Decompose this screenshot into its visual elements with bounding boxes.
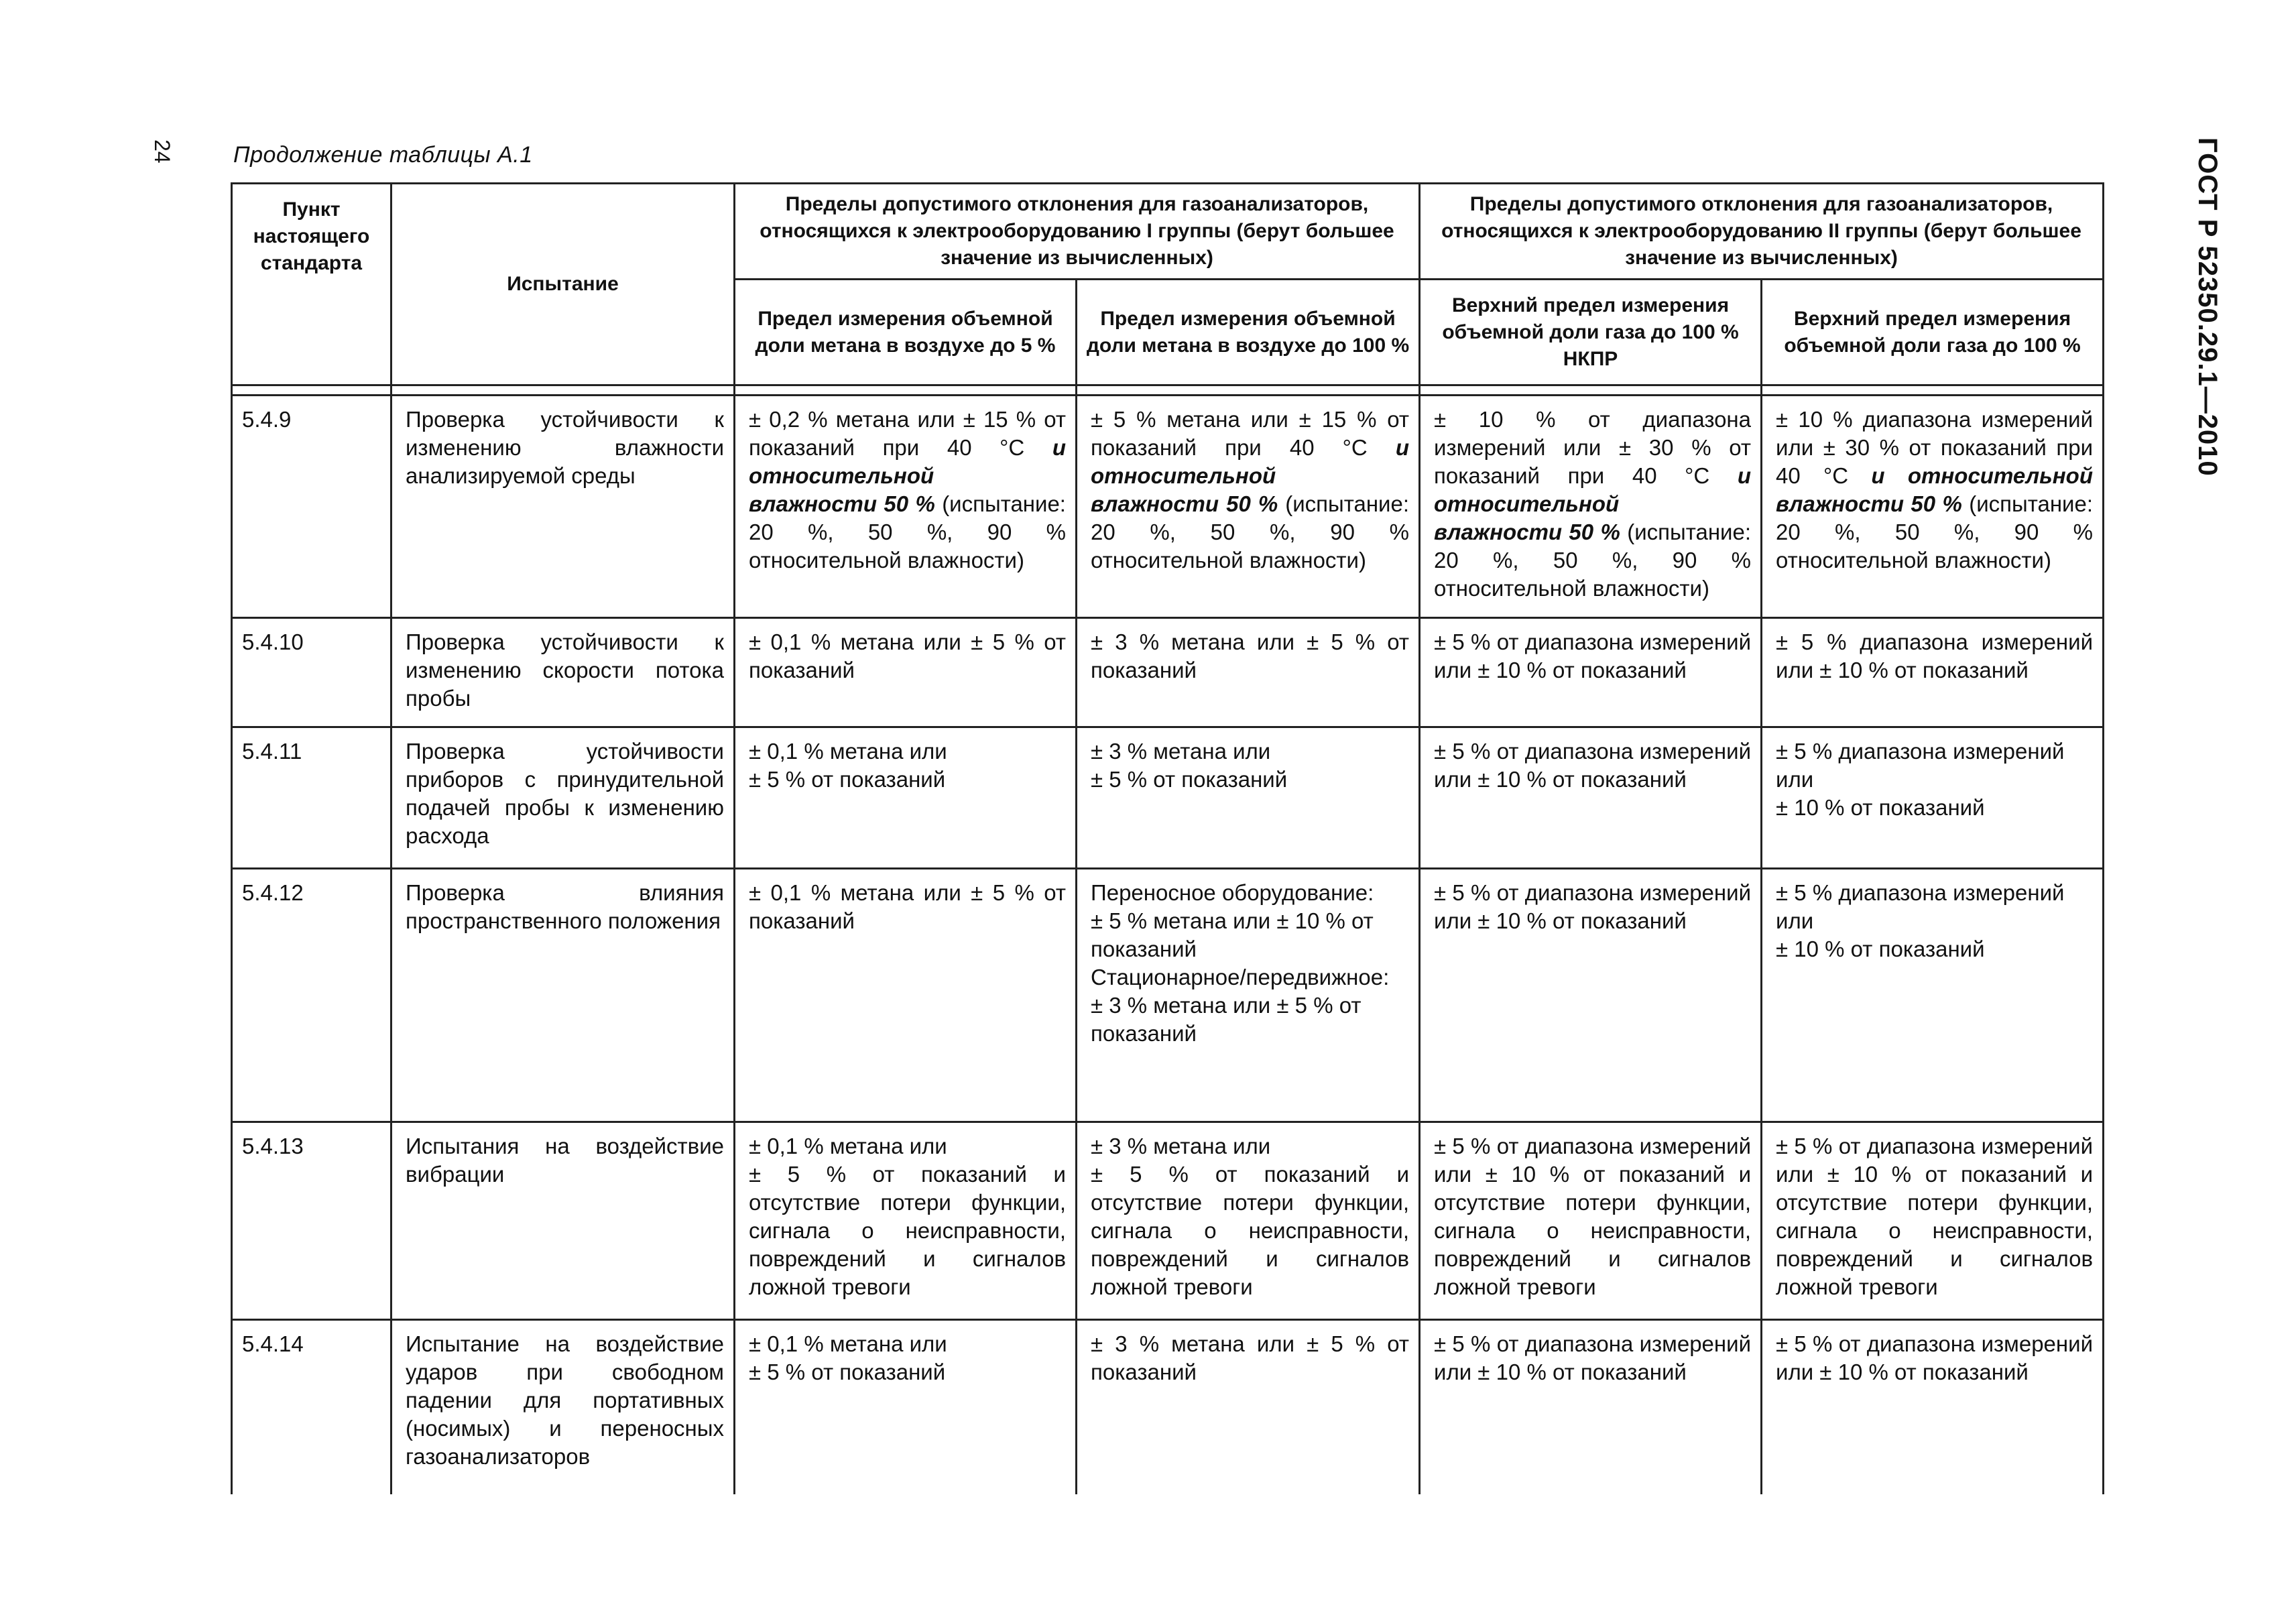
cell-limit-group1-5pct: ± 0,1 % метана или ± 5 % от показаний — [735, 1320, 1077, 1494]
limits-table — [231, 182, 2104, 1494]
cell-limit-group1-5pct: ± 0,1 % метана или ± 5 % от показаний — [735, 727, 1077, 869]
cell-limit-group2-nkpr: ± 5 % от диапазона измерений или ± 10 % от показаний и отсутствие потери функции, сигнала о неисправности, повреждений и сигналов ложной тревоги — [1420, 1122, 1762, 1320]
cell-point: 5.4.10 — [232, 618, 391, 727]
cell-emphasis: и относительной влажности 50 % — [749, 435, 1066, 516]
cell-text: ± 10 % от диапазона измерений или ± 30 % от показаний при 40 °С — [1434, 407, 1752, 488]
cell-text: (испытание: 20 %, 50 %, 90 % относительной влажности) — [1091, 491, 1410, 573]
cell-limit-group1-100pct: ± 3 % метана или ± 5 % от показаний — [1077, 618, 1420, 727]
cell-limit-group1-100pct: ± 3 % метана или ± 5 % от показаний — [1077, 727, 1420, 869]
cell-limit-group2-100pct: ± 5 % диапазона измерений или ± 10 % от показаний — [1762, 727, 2104, 869]
cell-limit-group1-100pct: Переносное оборудование: ± 5 % метана или ± 10 % от показаний Стационарное/передвижное: ± 3 % метана или ± 5 % от показаний — [1077, 869, 1420, 1122]
cell-limit-group2-100pct: ± 5 % диапазона измерений или ± 10 % от показаний — [1762, 869, 2104, 1122]
cell-point: 5.4.9 — [232, 396, 391, 618]
cell-point: 5.4.13 — [232, 1122, 391, 1320]
cell-limit-group1-5pct — [735, 396, 1077, 618]
cell-limit-group2-100pct: ± 5 % от диапазона измерений или ± 10 % от показаний и отсутствие потери функции, сигнала о неисправности, повреждений и сигналов ложной тревоги — [1762, 1122, 2104, 1320]
cell-text: (испытание: 20 %, 50 %, 90 % относительной влажности) — [1776, 491, 2094, 573]
header-sub-4: Верхний предел измерения объемной доли газа до 100 % — [1762, 280, 2104, 385]
page-number: 24 — [150, 139, 174, 164]
cell-test: Проверка устойчивости к изменению влажности анализируемой среды — [391, 396, 735, 618]
cell-limit-group1-100pct — [1077, 396, 1420, 618]
cell-test: Проверка устойчивости приборов с принудительной подачей пробы к изменению расхода — [391, 727, 735, 869]
header-test: Испытание — [391, 184, 735, 385]
cell-emphasis: и относительной влажности 50 % — [1776, 463, 2094, 516]
cell-test: Проверка влияния пространственного положения — [391, 869, 735, 1122]
header-group-1: Пределы допустимого отклонения для газоанализаторов, относящихся к электрооборудованию I группы (берут большее значение из вычисленных) — [735, 184, 1420, 280]
cell-limit-group2-100pct: ± 5 % от диапазона измерений или ± 10 % от показаний — [1762, 1320, 2104, 1494]
cell-emphasis: и относительной влажности 50 % — [1091, 435, 1410, 516]
table-row — [232, 396, 2104, 618]
cell-text: ± 0,2 % метана или ± 15 % от показаний при 40 °С — [749, 407, 1066, 460]
document-code: ГОСТ Р 52350.29.1—2010 — [2193, 137, 2222, 477]
header-sub-2: Предел измерения объемной доли метана в воздухе до 100 % — [1077, 280, 1420, 385]
cell-test: Испытание на воздействие ударов при свободном падении для портативных (носимых) и переносных газоанализаторов — [391, 1320, 735, 1494]
header-group-2: Пределы допустимого отклонения для газоанализаторов, относящихся к электрооборудованию II группы (берут большее значение из вычисленных) — [1420, 184, 2104, 280]
cell-limit-group1-100pct: ± 3 % метана или ± 5 % от показаний — [1077, 1320, 1420, 1494]
table-row — [232, 869, 2104, 1122]
cell-test: Проверка устойчивости к изменению скорости потока пробы — [391, 618, 735, 727]
table-row — [232, 1122, 2104, 1320]
cell-text: ± 10 % диапазона измерений или ± 30 % от показаний при 40 °С — [1776, 407, 2094, 488]
cell-limit-group2-100pct: ± 5 % диапазона измерений или ± 10 % от показаний — [1762, 618, 2104, 727]
cell-limit-group1-5pct: ± 0,1 % метана или ± 5 % от показаний — [735, 618, 1077, 727]
cell-emphasis: и относительной влажности 50 % — [1434, 463, 1752, 544]
cell-point: 5.4.14 — [232, 1320, 391, 1494]
cell-limit-group1-5pct: ± 0,1 % метана или ± 5 % от показаний — [735, 869, 1077, 1122]
cell-text: (испытание: 20 %, 50 %, 90 % относительной влажности) — [749, 491, 1066, 573]
table-row — [232, 618, 2104, 727]
header-point: Пункт настоящего стандарта — [232, 184, 391, 385]
cell-text: (испытание: 20 %, 50 %, 90 % относительной влажности) — [1434, 520, 1752, 601]
table-row — [232, 1320, 2104, 1494]
cell-limit-group1-100pct: ± 3 % метана или ± 5 % от показаний и отсутствие потери функции, сигнала о неисправности, повреждений и сигналов ложной тревоги — [1077, 1122, 1420, 1320]
cell-limit-group2-nkpr: ± 5 % от диапазона измерений или ± 10 % от показаний — [1420, 618, 1762, 727]
cell-limit-group2-nkpr — [1420, 396, 1762, 618]
header-sub-3: Верхний предел измерения объемной доли газа до 100 % НКПР — [1420, 280, 1762, 385]
cell-point: 5.4.12 — [232, 869, 391, 1122]
table-continuation-caption: Продолжение таблицы А.1 — [233, 142, 533, 168]
cell-point: 5.4.11 — [232, 727, 391, 869]
cell-limit-group2-100pct — [1762, 396, 2104, 618]
header-sub-1: Предел измерения объемной доли метана в воздухе до 5 % — [735, 280, 1077, 385]
table-row — [232, 727, 2104, 869]
cell-test: Испытания на воздействие вибрации — [391, 1122, 735, 1320]
header-separator — [232, 385, 2104, 396]
cell-limit-group1-5pct: ± 0,1 % метана или ± 5 % от показаний и отсутствие потери функции, сигнала о неисправности, повреждений и сигналов ложной тревоги — [735, 1122, 1077, 1320]
cell-limit-group2-nkpr: ± 5 % от диапазона измерений или ± 10 % от показаний — [1420, 727, 1762, 869]
cell-text: ± 5 % метана или ± 15 % от показаний при 40 °С — [1091, 407, 1410, 460]
cell-limit-group2-nkpr: ± 5 % от диапазона измерений или ± 10 % от показаний — [1420, 1320, 1762, 1494]
cell-limit-group2-nkpr: ± 5 % от диапазона измерений или ± 10 % от показаний — [1420, 869, 1762, 1122]
